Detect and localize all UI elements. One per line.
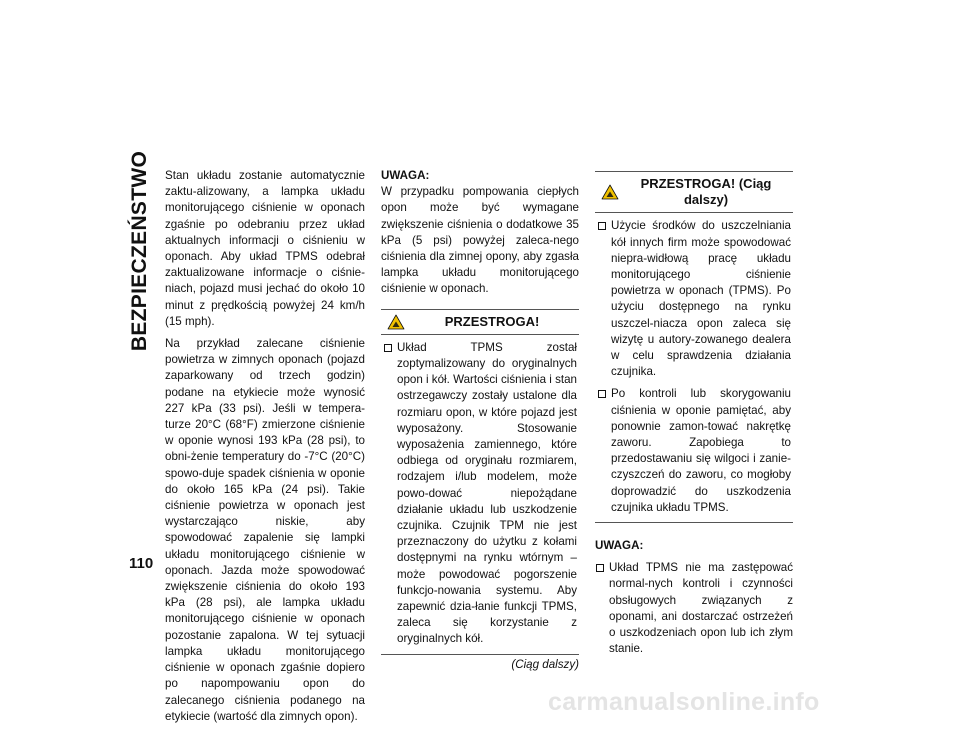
checkbox-bullet-icon [384,344,392,352]
checkbox-bullet-icon [596,564,604,572]
caution-box-continued [595,171,793,523]
continued-note: (Ciąg dalszy) [511,657,579,671]
warning-triangle-icon [601,184,619,200]
caution-header [595,172,793,213]
caution-body [595,213,793,522]
note-item: Układ TPMS nie ma zastępować normal-nych kontroli i czynności obsługowych związanych z oponami, ani dostarczać ostrzeżeń o uszkodzeniach opon lub ich złym stanie. [595,560,793,657]
paragraph-pressure-example: Na przykład zalecane ciśnienie powietrza w zimnych oponach (pojazd zaparkowany od trzech godzin) podane na etykiecie może wynosić 227 kPa (33 psi). Jeśli w tempera-turze 20°C (68°F) zmierzone ciśnienie w oponie wynosi 193 kPa (28 psi), to obni-żenie temperatury do -7°C (20°C) spowo-duje spadek ciśnienia w oponie do około 165 kPa (24 psi). Takie ciśnienie powietrza w oponach jest wystarczająco niskie, aby spowodować zapalenie się lampki układu monitorującego ciśnienie w oponach. Jazda może spowodować zwiększenie ciśnienia do około 193 kPa (28 psi), ale lampka układu monitorującego ciśnienie w oponach pozostanie zapalona. W tej sytuacji lampka układu monitorującego ciśnienie w oponach zgaśnie dopiero po napompowaniu opon do zalecanego ciśnienia podanego na etykiecie (wartość dla zimnych opon). [165,337,365,723]
section-title: BEZPIECZEŃSTWO [128,150,151,352]
note-label: UWAGA: [595,539,644,553]
warning-triangle-icon [387,314,405,330]
section-side-tab [126,150,154,352]
checkbox-bullet-icon [598,390,606,398]
watermark: carmanualsonline.info [548,688,820,716]
column-2 [381,168,579,673]
note-label: UWAGA: [381,169,430,182]
caution-header [381,310,579,335]
paragraph-tpms-update: Stan układu zostanie automatycznie zaktu-alizowany, a lampka układu monitorującego ciśnienie w oponach zgaśnie po odebraniu przez układ aktualnych informacji o ciśnieniu w oponach. Aby układ TPMS odebrał zaktualizowane informacje o ciśnie-niach, pojazd musi jechać do około 10 minut z prędkością powyżej 24 km/h (15 mph). [165,169,365,328]
column-3 [595,171,793,657]
caution-item: Po kontroli lub skorygowaniu ciśnienia w oponie pamiętać, aby ponownie zamon-tować nakrętkę zaworu. Zapobiega to przedostawaniu się wilgoci i zanie-czyszczeń do zaworu, co mogłoby doprowadzić do uszkodzenia czujnika układu TPMS. [597,386,791,516]
note-text: W przypadku pompowania ciepłych opon może być wymagane zwiększenie ciśnienia o dodatkowe 35 kPa (5 psi) powyżej zaleca-nego ciśnienia dla zimnej opony, aby zgasła lampka układu monitorującego ciśnienie w oponach. [381,185,579,296]
checkbox-bullet-icon [598,222,606,230]
page-number: 110 [129,555,154,572]
caution-body [381,335,579,654]
caution-item: Użycie środków do uszczelniania kół innych firm może spowodować niepra-widłową pracę układu monitorującego ciśnienie powietrza w oponach (TPMS). Po użyciu dostępnego na rynku uszczel-niacza opon zaleca się wizytę u autory-zowanego dealera w celu sprawdzenia działania czujnika. [597,218,791,380]
caution-title: PRZESTROGA! (Ciąg dalszy) [640,176,772,208]
column-1 [165,168,365,725]
caution-box [381,309,579,655]
caution-item: Układ TPMS został zoptymalizowany do oryginalnych opon i kół. Wartości ciśnienia i stan ostrzegawczy zostały ustalone dla rozmiaru opon, w które pojazd jest wyposażony. Stosowanie wyposażenia zamiennego, które odbiega od oryginału rozmiarem, rodzajem i/lub modelem, może powo-dować niepożądane działanie układu lub uszkodzenie czujnika. Czujnik TPM nie jest przeznaczony do użytku z kołami dostępnymi na rynku wtórnym – może powodować pogorszenie funkcjo-nowania systemu. Aby zapewnić dzia-łanie funkcji TPMS, zaleca się korzystanie z oryginalnych kół. [383,340,577,648]
caution-title: PRZESTROGA! [444,313,540,329]
